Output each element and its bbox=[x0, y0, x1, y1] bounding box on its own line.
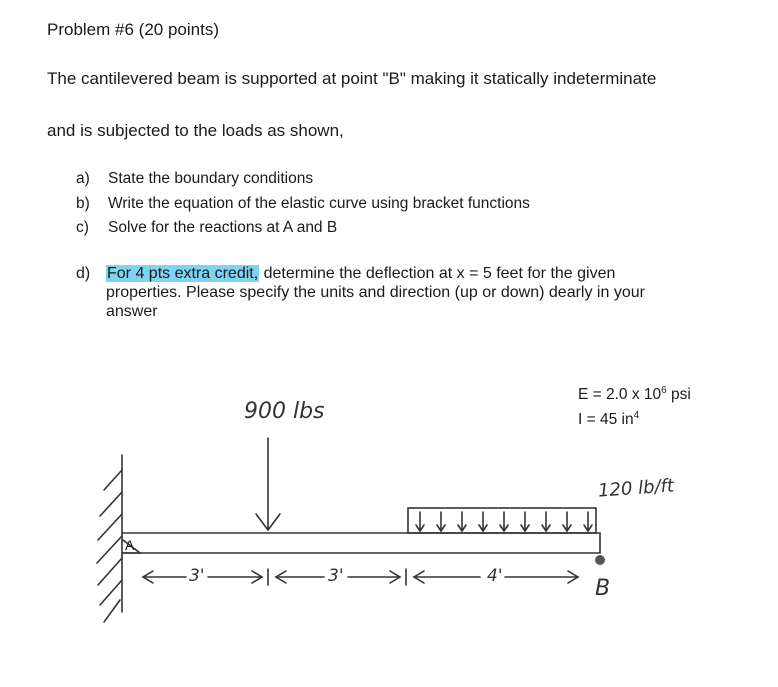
modulus-e-exponent: 6 bbox=[661, 385, 667, 396]
extra-credit-line1: determine the deflection at x = 5 feet for the given bbox=[259, 265, 616, 282]
point-load-label: 900 lbs bbox=[244, 399, 325, 424]
dimension-lines bbox=[143, 569, 578, 585]
support-b bbox=[595, 555, 605, 565]
point-a-label: A bbox=[125, 537, 135, 553]
problem-intro-line2: and is subjected to the loads as shown, bbox=[47, 121, 344, 140]
point-b-label: B bbox=[595, 576, 611, 601]
modulus-e-prefix: E = 2.0 x 10 bbox=[578, 386, 662, 403]
inertia-exponent: 4 bbox=[633, 410, 640, 421]
dimension-label: 3' bbox=[189, 566, 205, 586]
task-label: b) bbox=[76, 195, 90, 212]
dimension-label: 3' bbox=[328, 566, 344, 586]
problem-intro-line1: The cantilevered beam is supported at point "B" making it statically indeterminate bbox=[47, 69, 657, 88]
task-text: Solve for the reactions at A and B bbox=[108, 219, 338, 236]
distributed-load-label: 120 lb/ft bbox=[597, 475, 675, 502]
task-label: d) bbox=[76, 265, 91, 282]
extra-credit-line2: properties. Please specify the units and direction (up or down) dearly in your bbox=[106, 284, 645, 301]
dimension-label: 4' bbox=[487, 566, 503, 586]
extra-credit-line3: answer bbox=[106, 303, 158, 320]
task-text: Write the equation of the elastic curve using bracket functions bbox=[108, 195, 530, 212]
problem-title: Problem #6 (20 points) bbox=[47, 20, 219, 39]
distributed-load-arrows bbox=[416, 512, 592, 531]
inertia-prefix: I = 45 in bbox=[578, 411, 634, 428]
wall-hatch bbox=[97, 470, 122, 622]
extra-credit-highlight: For 4 pts extra credit, bbox=[107, 265, 259, 282]
task-label: c) bbox=[76, 219, 89, 236]
modulus-e-unit: psi bbox=[666, 386, 691, 403]
task-label: a) bbox=[76, 170, 90, 187]
task-text: State the boundary conditions bbox=[108, 170, 314, 187]
